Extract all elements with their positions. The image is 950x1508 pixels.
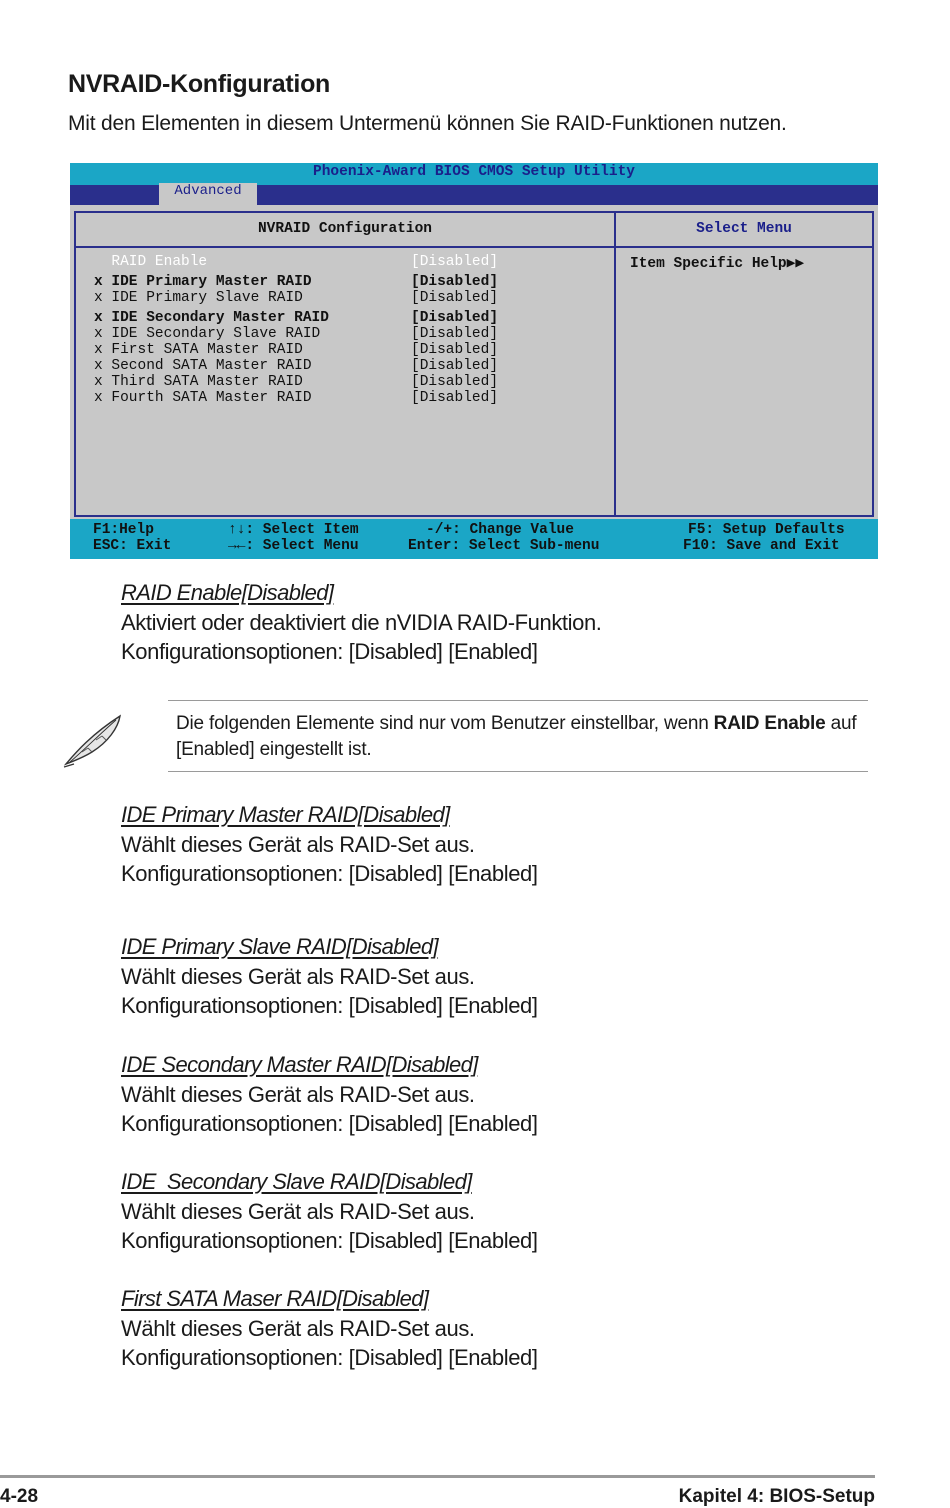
bios-key-legend — [70, 519, 878, 559]
bios-row-label: x First SATA Master RAID — [94, 342, 303, 358]
bios-row-raid-enable[interactable] — [94, 254, 499, 270]
chapter-title: Kapitel 4: BIOS-Setup — [678, 1486, 875, 1507]
key-select-menu: →←: Select Menu — [228, 538, 359, 554]
bios-main-panel — [74, 211, 874, 517]
feather-pen-icon — [62, 712, 126, 768]
bios-row-ide-primary-master[interactable] — [94, 274, 499, 290]
note-top-rule — [168, 700, 868, 701]
note-bottom-rule — [168, 771, 868, 772]
tab-advanced[interactable]: Advanced — [159, 183, 257, 205]
bios-help-text: Item Specific Help▶▶ — [630, 256, 805, 272]
bios-utility-title: Phoenix-Award BIOS CMOS Setup Utility — [313, 164, 635, 180]
section-options: Konfigurationsoptionen: [Disabled] [Enabled] — [121, 861, 538, 886]
section-text: Wählt dieses Gerät als RAID-Set aus. — [121, 1316, 475, 1341]
bios-help-title: Select Menu — [696, 221, 792, 237]
section-options: Konfigurationsoptionen: [Disabled] [Enabled] — [121, 1345, 538, 1370]
bios-panel-divider — [614, 213, 616, 515]
bios-row-ide-primary-slave[interactable] — [94, 290, 499, 306]
note-text — [176, 711, 866, 763]
bios-row-label: x IDE Primary Slave RAID — [94, 290, 303, 306]
section-heading-ide-primary-slave: IDE Primary Slave RAID[Disabled] — [121, 934, 439, 959]
section-options: Konfigurationsoptionen: [Disabled] [Enabled] — [121, 993, 538, 1018]
section-heading-raid-enable: RAID Enable[Disabled] — [121, 580, 334, 605]
page-title: NVRAID-Konfiguration — [68, 70, 331, 98]
section-text: Wählt dieses Gerät als RAID-Set aus. — [121, 964, 475, 989]
bios-row-label: RAID Enable — [94, 254, 208, 270]
key-change-value: -/+: Change Value — [426, 522, 574, 538]
note-text-after: auf [Enabled] eingestellt ist. — [176, 713, 857, 760]
page-number: 4-28 — [0, 1486, 39, 1507]
page-intro: Mit den Elementen in diesem Untermenü können Sie RAID-Funktionen nutzen. — [68, 112, 787, 135]
bios-row-value: [Disabled] — [411, 358, 499, 374]
bios-title-bar — [70, 163, 878, 185]
bios-row-value: [Disabled] — [411, 342, 499, 358]
bios-panel-title: NVRAID Configuration — [257, 221, 433, 237]
bios-header-rule — [76, 246, 872, 248]
bios-row-value: [Disabled] — [411, 390, 499, 406]
key-setup-defaults: F5: Setup Defaults — [688, 522, 845, 538]
bios-row-value: [Disabled] — [411, 290, 499, 306]
bios-row-label: x IDE Primary Master RAID — [94, 274, 312, 290]
section-options: Konfigurationsoptionen: [Disabled] [Enabled] — [121, 1111, 538, 1136]
bios-row-value: [Disabled] — [411, 274, 499, 290]
bios-row-label: x IDE Secondary Master RAID — [94, 310, 329, 326]
section-text: Wählt dieses Gerät als RAID-Set aus. — [121, 1199, 475, 1224]
key-select-item: ↑↓: Select Item — [228, 522, 359, 538]
section-heading-ide-primary-master: IDE Primary Master RAID[Disabled] — [121, 802, 450, 827]
section-text: Wählt dieses Gerät als RAID-Set aus. — [121, 832, 475, 857]
section-options: Konfigurationsoptionen: [Disabled] [Enabled] — [121, 1228, 538, 1253]
footer-rule — [0, 1475, 875, 1478]
bios-row-first-sata-master[interactable] — [94, 342, 499, 358]
bios-row-value: [Disabled] — [411, 326, 499, 342]
section-heading-first-sata-master: First SATA Maser RAID[Disabled] — [121, 1286, 429, 1311]
bios-row-value: [Disabled] — [411, 374, 499, 390]
bios-row-value: [Disabled] — [411, 254, 499, 270]
bios-screenshot — [70, 163, 878, 559]
section-options: Konfigurationsoptionen: [Disabled] [Enabled] — [121, 639, 538, 664]
bios-row-third-sata-master[interactable] — [94, 374, 499, 390]
bios-row-label: x Fourth SATA Master RAID — [94, 390, 312, 406]
section-text: Aktiviert oder deaktiviert die nVIDIA RAID-Funktion. — [121, 610, 602, 635]
section-heading-ide-secondary-master: IDE Secondary Master RAID[Disabled] — [121, 1052, 478, 1077]
bios-row-label: x IDE Secondary Slave RAID — [94, 326, 321, 342]
note-text-before: Die folgenden Elemente sind nur vom Benutzer einstellbar, wenn — [176, 713, 714, 734]
bios-row-value: [Disabled] — [411, 310, 499, 326]
bios-row-ide-secondary-slave[interactable] — [94, 326, 499, 342]
bios-row-label: x Third SATA Master RAID — [94, 374, 303, 390]
key-select-submenu: Enter: Select Sub-menu — [408, 538, 600, 554]
bios-row-fourth-sata-master[interactable] — [94, 390, 499, 406]
bios-row-ide-secondary-master[interactable] — [94, 310, 499, 326]
section-heading-ide-secondary-slave: IDE Secondary Slave RAID[Disabled] — [121, 1169, 472, 1194]
bios-row-label: x Second SATA Master RAID — [94, 358, 312, 374]
key-save-exit: F10: Save and Exit — [683, 538, 840, 554]
section-text: Wählt dieses Gerät als RAID-Set aus. — [121, 1082, 475, 1107]
key-exit: ESC: Exit — [93, 538, 172, 554]
key-help: F1:Help — [93, 522, 154, 538]
bios-row-second-sata-master[interactable] — [94, 358, 499, 374]
note-bold-term: RAID Enable — [713, 713, 826, 734]
